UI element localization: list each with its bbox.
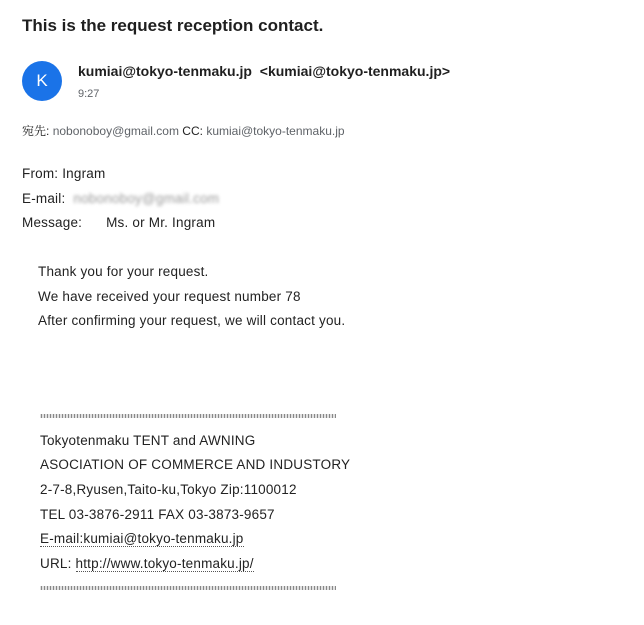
body-paragraph-line: After confirming your request, we will contact you. [38, 313, 346, 328]
signature-divider-bottom [40, 586, 336, 590]
from-line: From: Ingram [22, 166, 106, 181]
sender-address: <kumiai@tokyo-tenmaku.jp> [259, 63, 451, 79]
redacted-email-value: nobonoboy@gmail.com [73, 191, 220, 206]
signature-org-line1: Tokyotenmaku TENT and AWNING [40, 433, 256, 448]
url-label: URL: [40, 556, 72, 571]
email-line [22, 191, 219, 206]
signature-org-line2: ASOCIATION OF COMMERCE AND INDUSTORY [40, 457, 351, 472]
body-paragraph-line: Thank you for your request. [38, 264, 209, 279]
signature-address: 2-7-8,Ryusen,Taito-ku,Tokyo Zip:1100012 [40, 482, 297, 497]
email-subject: This is the request reception contact. [22, 16, 324, 35]
message-line [22, 215, 215, 230]
signature-email-line [40, 531, 244, 546]
email-label: E-mail: [22, 191, 66, 206]
to-label: 宛先: [22, 124, 50, 138]
cc-label: CC: [182, 124, 203, 138]
message-value: Ms. or Mr. Ingram [106, 215, 216, 230]
body-paragraph-line: We have received your request number 78 [38, 289, 301, 304]
signature-email-link[interactable]: E-mail:kumiai@tokyo-tenmaku.jp [40, 531, 244, 546]
cc-value: kumiai@tokyo-tenmaku.jp [206, 124, 345, 138]
sender-name[interactable]: kumiai@tokyo-tenmaku.jp [78, 63, 252, 79]
signature-url-line [40, 556, 254, 571]
message-label: Message: [22, 215, 83, 230]
signature-divider-top [40, 414, 336, 418]
signature-tel-fax: TEL 03-3876-2911 FAX 03-3873-9657 [40, 507, 275, 522]
to-value: nobonoboy@gmail.com [52, 124, 179, 138]
email-time: 9:27 [78, 88, 100, 100]
signature-url-link[interactable]: http://www.tokyo-tenmaku.jp/ [75, 556, 254, 571]
sender-avatar[interactable]: K [22, 61, 62, 101]
